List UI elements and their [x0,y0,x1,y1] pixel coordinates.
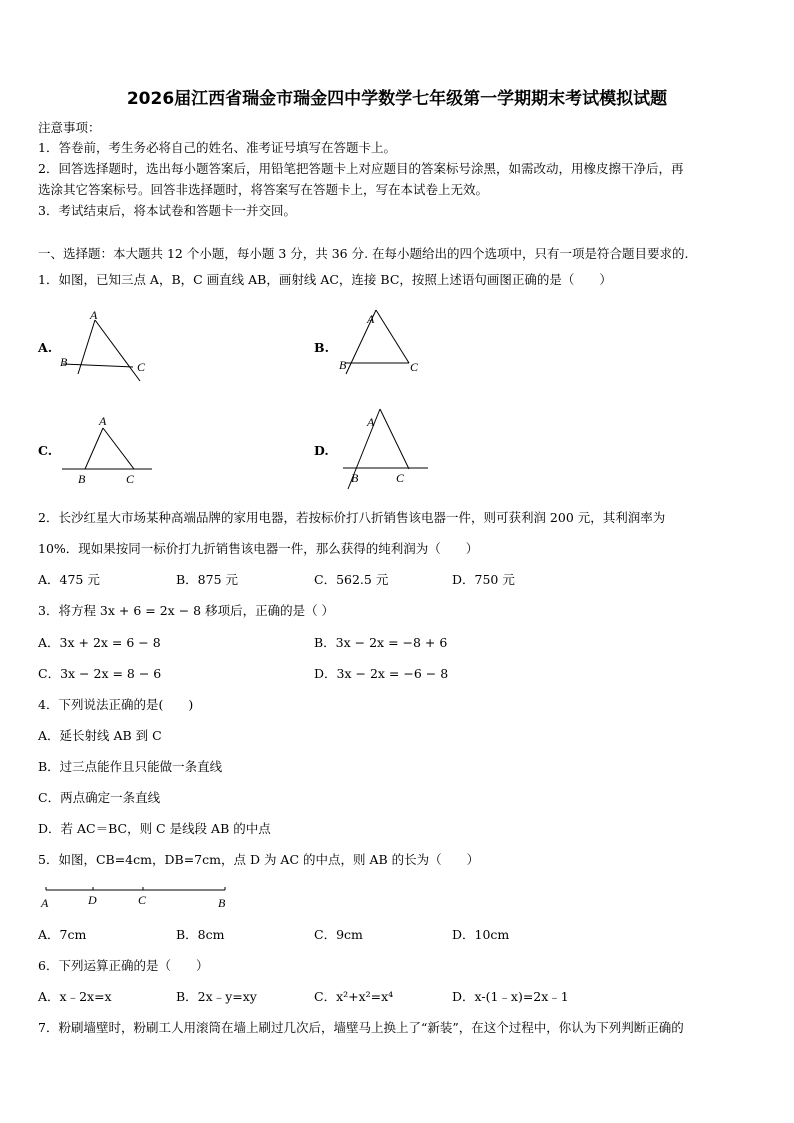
point-a-label: A [367,415,375,429]
point-a-label: A [90,308,98,322]
q4-option-d: D．若 AC＝BC，则 C 是线段 AB 的中点 [38,821,271,836]
q6-stem: 6．下列运算正确的是（ ） [38,958,209,973]
line-ab [78,320,95,374]
q5-segment-figure [38,882,238,912]
q5-option-c: C．9cm [314,927,363,942]
q1-option-c-label: C. [38,443,53,458]
q1-figure-a [55,302,165,382]
notice-heading: 注意事项： [38,120,101,135]
q6-option-a: A．x﹣2x=x [38,989,112,1004]
page-title: 2026届江西省瑞金市瑞金四中学数学七年级第一学期期末考试模拟试题 [126,89,668,109]
notice-item-2: 2．回答选择题时，选出每小题答案后，用铅笔把答题卡上对应题目的答案标号涂黑，如需改动，用橡皮擦干净后，再 [38,161,684,176]
q3-option-d: D．3x − 2x = −6 − 8 [314,666,449,681]
point-b-label: B [218,896,226,910]
q1-stem: 1．如图，已知三点 A，B，C 画直线 AB，画射线 AC，连接 BC，按照上述语句画图正确的是（ ） [38,272,612,287]
point-b-label: B [351,471,359,485]
q2-stem-line1: 2．长沙红星大市场某种高端品牌的家用电器，若按标价打八折销售该电器一件，则可获利润 200 元，其利润率为 [38,510,666,525]
q1-figure-d [338,405,438,490]
ray-ac [376,310,409,363]
notice-item-2-cont: 选涂其它答案标号。回答非选择题时，将答案写在答题卡上，写在本试卷上无效。 [38,182,489,197]
q7-stem: 7．粉刷墙壁时，粉刷工人用滚筒在墙上刷过几次后，墙壁马上换上了“新装”，在这个过程中，你认为下列判断正确的 [38,1020,684,1035]
q1-option-a-label: A. [38,340,53,355]
q4-option-b: B．过三点能作且只能做一条直线 [38,759,223,774]
point-a-label: A [41,896,49,910]
q4-option-a: A．延长射线 AB 到 C [38,728,162,743]
notice-item-3: 3．考试结束后，将本试卷和答题卡一并交回。 [38,203,296,218]
segment-ac [103,428,134,469]
point-c-label: C [410,360,419,374]
q3-stem: 3．将方程 3x + 6 = 2x − 8 移项后，正确的是（ ） [38,603,335,618]
point-b-label: B [60,355,68,369]
point-c-label: C [137,360,146,374]
q6-option-b: B．2x﹣y=xy [176,989,257,1004]
point-c-label: C [138,893,147,907]
segment-ab [85,428,103,469]
q5-option-d: D．10cm [452,927,510,942]
ray-ac [95,320,140,381]
ray-ac [380,409,409,469]
point-a-label: A [99,414,107,428]
q5-option-a: A．7cm [38,927,87,942]
notice-item-1: 1．答卷前，考生务必将自己的姓名、准考证号填写在答题卡上。 [38,140,396,155]
q1-option-b-label: B. [314,340,329,355]
q5-stem: 5．如图，CB=4cm，DB=7cm，点 D 为 AC 的中点，则 AB 的长为（ ） [38,852,480,867]
segment-bc [63,364,133,367]
q5-option-b: B．8cm [176,927,225,942]
point-b-label: B [78,472,86,486]
q4-stem: 4．下列说法正确的是( ) [38,697,194,712]
q2-stem-line2: 10%．现如果按同一标价打九折销售该电器一件，那么获得的纯利润为（ ） [38,541,479,556]
q3-option-a: A．3x + 2x = 6 − 8 [38,635,161,650]
q1-figure-c [60,410,160,490]
q6-option-d: D．x-(1﹣x)=2x﹣1 [452,989,569,1004]
q3-option-c: C．3x − 2x = 8 − 6 [38,666,162,681]
section-heading: 一、选择题：本大题共 12 个小题，每小题 3 分，共 36 分. 在每小题给出的四个选项中，只有一项是符合题目要求的. [38,246,689,261]
q2-option-a: A．475 元 [38,572,100,587]
q4-option-c: C．两点确定一条直线 [38,790,161,805]
q2-option-c: C．562.5 元 [314,572,389,587]
q1-figure-b [334,302,444,382]
q2-option-b: B．875 元 [176,572,239,587]
point-c-label: C [396,471,405,485]
q3-option-b: B．3x − 2x = −8 + 6 [314,635,448,650]
q2-option-d: D．750 元 [452,572,515,587]
q6-option-c: C．x²+x²=x⁴ [314,989,394,1004]
point-d-label: D [88,893,97,907]
q1-option-d-label: D. [314,443,329,458]
point-c-label: C [126,472,135,486]
point-b-label: B [339,358,347,372]
point-a-label: A [367,312,375,326]
